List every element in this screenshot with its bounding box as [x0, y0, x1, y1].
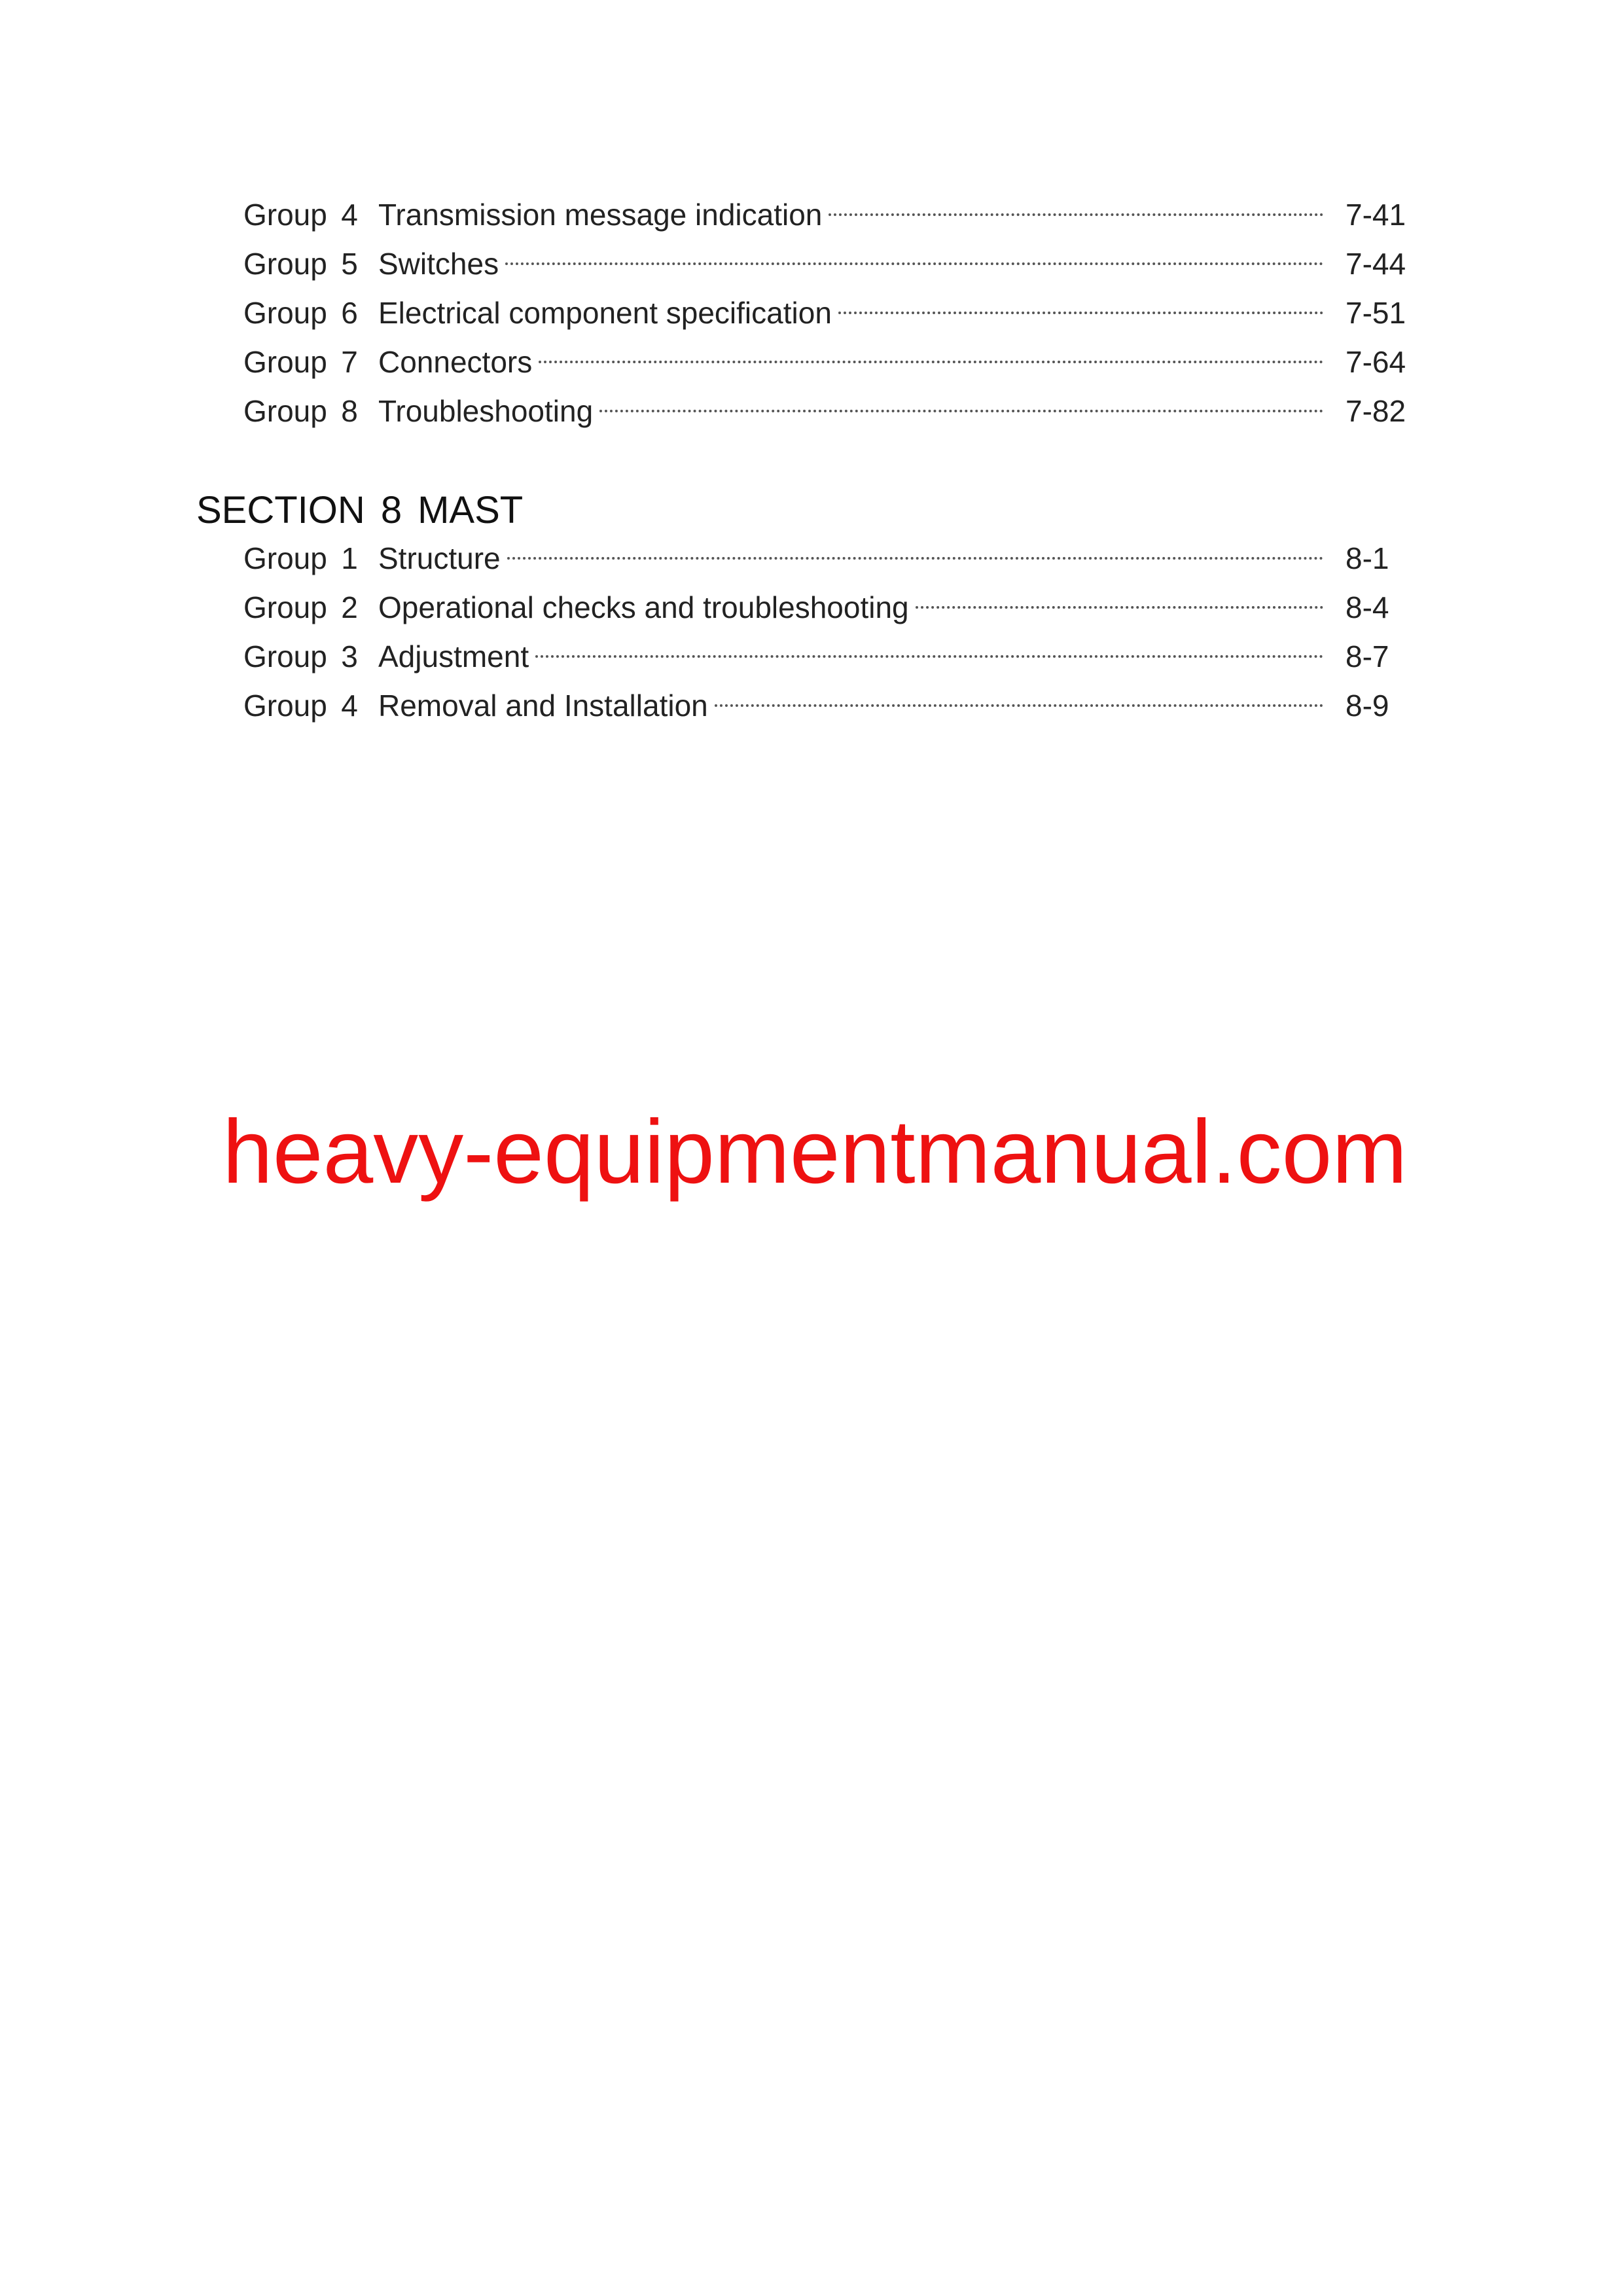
toc-group-number: 1	[341, 541, 358, 575]
dot-leader	[715, 704, 1323, 707]
toc-entry-title: Removal and Installation	[378, 689, 708, 723]
toc-entry-title: Connectors	[378, 345, 533, 379]
toc-group-number: 7	[341, 345, 358, 379]
toc-entry-title: Structure	[378, 541, 501, 575]
toc-group-label: Group	[243, 296, 327, 330]
toc-page-number: 7-82	[1346, 394, 1406, 428]
toc-entry[interactable]	[243, 537, 1408, 579]
toc-group-number: 2	[341, 590, 358, 624]
section-number: 8	[380, 489, 402, 531]
toc-group-label: Group	[243, 689, 327, 723]
toc-group-number: 3	[341, 639, 358, 673]
section-heading	[196, 488, 523, 533]
toc-group-label: Group	[243, 639, 327, 673]
dot-leader	[599, 410, 1323, 412]
toc-entry-title: Adjustment	[378, 639, 529, 673]
dot-leader	[539, 361, 1323, 363]
toc-group-number: 4	[341, 198, 358, 232]
toc-entry[interactable]	[243, 636, 1408, 677]
toc-entry-title: Operational checks and troubleshooting	[378, 590, 909, 624]
toc-entry-title: Troubleshooting	[378, 394, 594, 428]
toc-entry-title: Electrical component specification	[378, 296, 832, 330]
toc-page-number: 8-4	[1346, 590, 1389, 624]
toc-entry-title: Transmission message indication	[378, 198, 823, 232]
toc-group-label: Group	[243, 345, 327, 379]
toc-group-label: Group	[243, 247, 327, 281]
section-label: SECTION	[196, 489, 365, 531]
toc-entry[interactable]	[243, 390, 1408, 432]
toc-entry[interactable]	[243, 243, 1408, 285]
toc-page-number: 8-1	[1346, 541, 1389, 575]
toc-group-number: 4	[341, 689, 358, 723]
toc-page-number: 7-64	[1346, 345, 1406, 379]
dot-leader	[505, 262, 1323, 265]
dot-leader	[535, 655, 1323, 658]
toc-entry[interactable]	[243, 685, 1408, 726]
toc-page-number: 7-51	[1346, 296, 1406, 330]
watermark-text: heavy-equipmentmanual.com	[223, 1102, 1408, 1202]
dot-leader	[916, 606, 1323, 609]
toc-group-label: Group	[243, 541, 327, 575]
dot-leader	[507, 557, 1323, 560]
toc-entry[interactable]	[243, 292, 1408, 334]
toc-group-number: 8	[341, 394, 358, 428]
dot-leader	[829, 213, 1323, 216]
toc-entry[interactable]	[243, 341, 1408, 383]
section-title: MAST	[418, 489, 524, 531]
toc-group-number: 6	[341, 296, 358, 330]
dot-leader	[838, 312, 1323, 314]
toc-group-label: Group	[243, 394, 327, 428]
toc-page-number: 8-9	[1346, 689, 1389, 723]
toc-group-number: 5	[341, 247, 358, 281]
toc-group-label: Group	[243, 198, 327, 232]
toc-group-label: Group	[243, 590, 327, 624]
toc-page-number: 8-7	[1346, 639, 1389, 673]
toc-page-number: 7-44	[1346, 247, 1406, 281]
toc-entry-title: Switches	[378, 247, 499, 281]
toc-entry[interactable]	[243, 194, 1408, 236]
toc-entry[interactable]	[243, 586, 1408, 628]
toc-page-number: 7-41	[1346, 198, 1406, 232]
